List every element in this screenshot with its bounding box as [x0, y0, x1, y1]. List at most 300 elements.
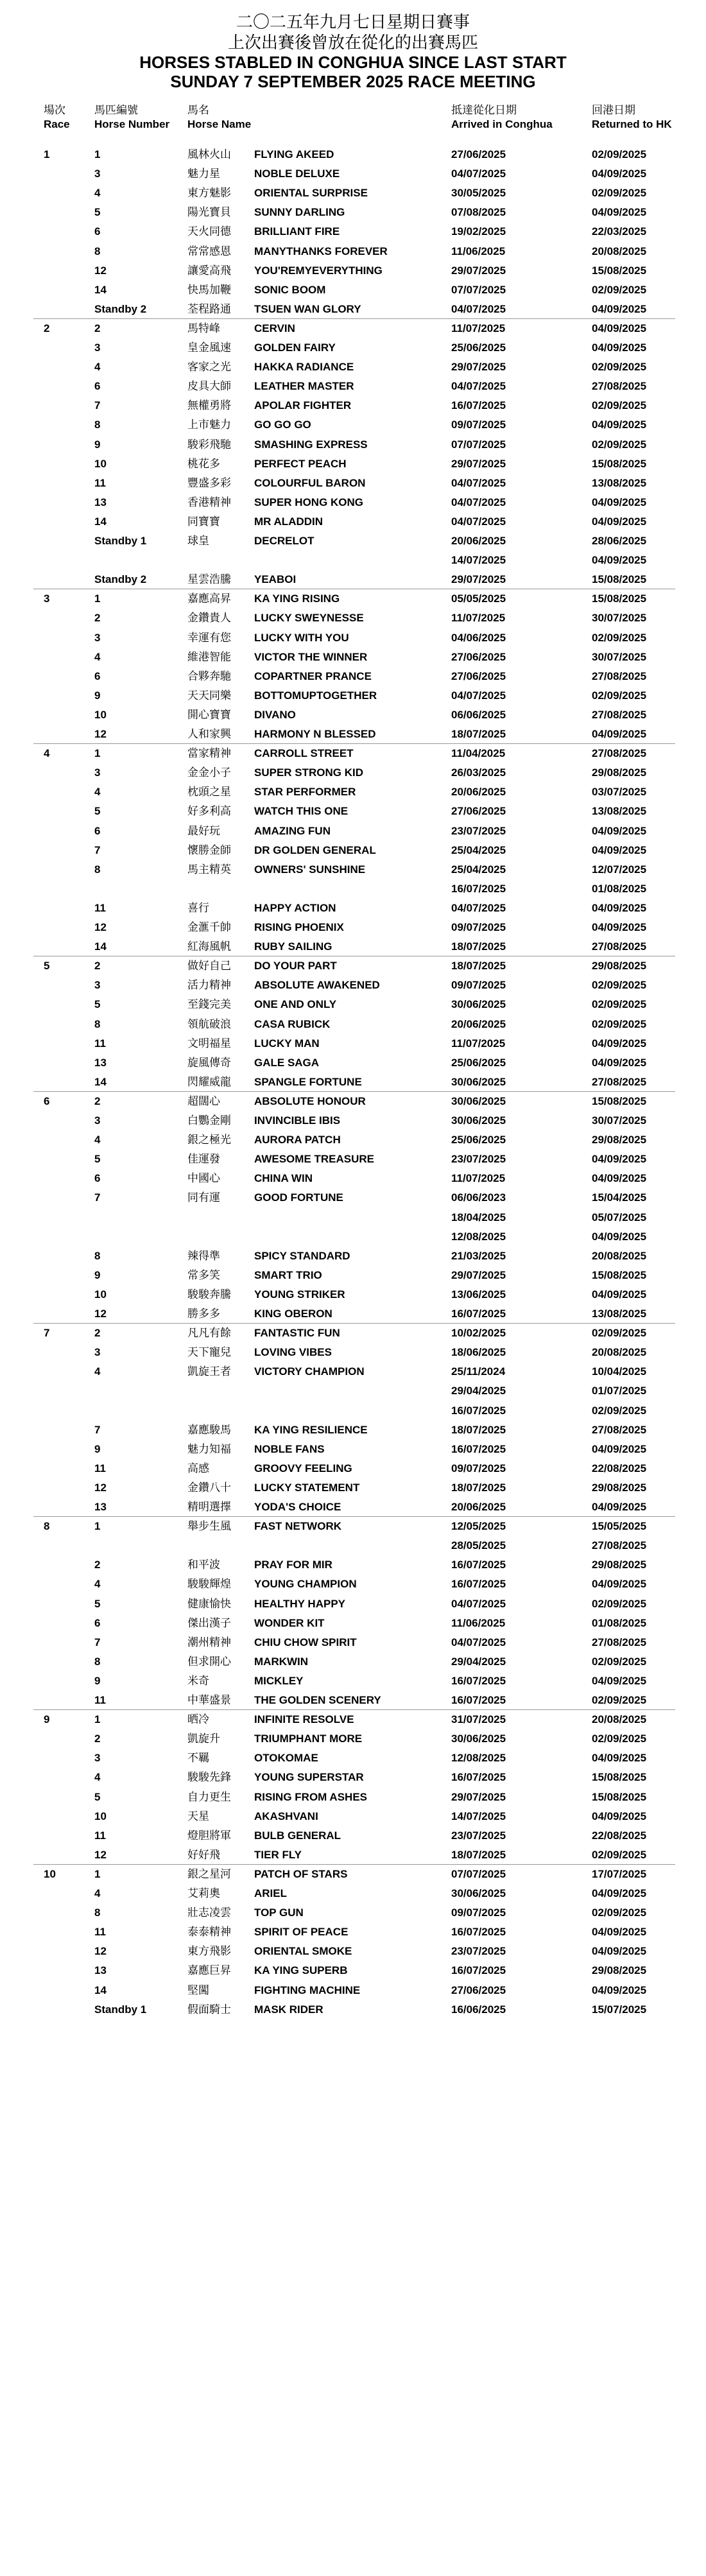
horse-name-zh-cell: 超闊心	[187, 1094, 220, 1108]
race-cell: 10	[44, 1867, 56, 1880]
arrived-date-cell: 04/06/2025	[451, 631, 506, 644]
horse-name-zh-cell: 馬特峰	[187, 322, 220, 335]
returned-date-cell: 28/06/2025	[592, 535, 647, 547]
returned-date-cell: 04/09/2025	[592, 554, 647, 567]
horse-name-zh-cell: 米奇	[187, 1674, 209, 1688]
arrived-date-cell: 30/06/2025	[451, 998, 506, 1011]
horse-name-en-cell: MARKWIN	[254, 1655, 309, 1668]
horse-number-cell: 1	[94, 1520, 101, 1533]
horse-name-en-cell: TSUEN WAN GLORY	[254, 302, 361, 315]
horse-number-cell: 11	[94, 901, 106, 914]
horse-name-en-cell: INVINCIBLE IBIS	[254, 1114, 341, 1127]
table-row	[0, 1536, 706, 1555]
arrived-date-cell: 09/07/2025	[451, 1906, 506, 1919]
returned-date-cell: 02/09/2025	[592, 399, 647, 412]
returned-date-cell: 04/09/2025	[592, 168, 647, 180]
arrived-date-cell: 07/07/2025	[451, 1867, 506, 1880]
horse-name-zh-cell: 天星	[187, 1810, 209, 1823]
table-row	[0, 1575, 706, 1594]
arrived-date-cell: 04/07/2025	[451, 496, 506, 508]
returned-date-cell: 02/09/2025	[592, 998, 647, 1011]
horse-name-en-cell: CASA RUBICK	[254, 1017, 331, 1030]
horse-name-en-cell: KA YING RESILIENCE	[254, 1423, 368, 1436]
horse-name-en-cell: BOTTOMUPTOGETHER	[254, 689, 377, 702]
returned-date-cell: 04/09/2025	[592, 206, 647, 219]
horse-name-zh-cell: 常常感恩	[187, 245, 231, 258]
horse-name-en-cell: TRIUMPHANT MORE	[254, 1733, 363, 1745]
table-row	[0, 1865, 706, 1884]
horse-name-zh-cell: 做好自己	[187, 960, 231, 973]
horse-name-en-cell: FLYING AKEED	[254, 148, 334, 160]
horse-name-zh-cell: 喜行	[187, 901, 209, 915]
horse-number-cell: 12	[94, 1848, 107, 1861]
returned-date-cell: 10/04/2025	[592, 1365, 647, 1378]
arrived-date-cell: 18/07/2025	[451, 728, 506, 740]
arrived-date-cell: 12/08/2025	[451, 1752, 506, 1765]
horse-name-en-cell: SUNNY DARLING	[254, 206, 345, 219]
returned-date-cell: 15/08/2025	[592, 1268, 647, 1281]
returned-date-cell: 04/09/2025	[592, 1037, 647, 1050]
returned-date-cell: 27/08/2025	[592, 1423, 647, 1436]
horse-number-cell: 4	[94, 187, 101, 200]
arrived-date-cell: 04/07/2025	[451, 168, 506, 180]
horse-name-en-cell: DECRELOT	[254, 535, 314, 547]
horse-number-cell: 10	[94, 708, 107, 721]
horse-number-cell: 5	[94, 1597, 101, 1610]
horse-name-zh-cell: 凱旋王者	[187, 1365, 231, 1379]
horse-name-en-cell: ABSOLUTE HONOUR	[254, 1094, 366, 1107]
arrived-date-cell: 16/07/2025	[451, 1308, 506, 1320]
table-row	[0, 1130, 706, 1150]
horse-name-en-cell: OWNERS' SUNSHINE	[254, 863, 366, 876]
arrived-date-cell: 14/07/2025	[451, 1810, 506, 1822]
arrived-date-cell: 29/07/2025	[451, 361, 506, 374]
horse-name-en-cell: AURORA PATCH	[254, 1134, 341, 1146]
returned-date-cell: 02/09/2025	[592, 283, 647, 296]
table-row	[0, 1614, 706, 1633]
table-row	[0, 1749, 706, 1768]
horse-name-en-cell: SMASHING EXPRESS	[254, 438, 368, 451]
arrived-date-cell: 29/07/2025	[451, 1268, 506, 1281]
table-row	[0, 1903, 706, 1923]
horse-name-en-cell: KING OBERON	[254, 1308, 332, 1320]
horse-name-en-cell: MICKLEY	[254, 1674, 304, 1687]
returned-date-cell: 13/08/2025	[592, 1308, 647, 1320]
table-row	[0, 396, 706, 415]
returned-date-cell: 04/09/2025	[592, 419, 647, 431]
table-row	[0, 1517, 706, 1536]
table-row	[0, 1807, 706, 1826]
horse-name-zh-cell: 艾莉奧	[187, 1887, 220, 1900]
horse-name-en-cell: FANTASTIC FUN	[254, 1327, 340, 1340]
horse-name-en-cell: CHINA WIN	[254, 1172, 313, 1185]
horse-name-en-cell: LUCKY STATEMENT	[254, 1481, 360, 1494]
horse-name-en-cell: KA YING RISING	[254, 592, 340, 605]
table-row	[0, 1498, 706, 1517]
horse-name-zh-cell: 懷勝金師	[187, 843, 231, 857]
arrived-date-cell: 29/04/2025	[451, 1655, 506, 1668]
horse-name-zh-cell: 燈胆將軍	[187, 1829, 231, 1842]
returned-date-cell: 15/05/2025	[592, 1520, 647, 1533]
arrived-date-cell: 16/07/2025	[451, 1404, 506, 1417]
horse-name-en-cell: GALE SAGA	[254, 1056, 320, 1069]
horse-name-zh-cell: 同寶寶	[187, 515, 220, 528]
returned-date-cell: 04/09/2025	[592, 843, 647, 856]
horse-number-cell: 12	[94, 264, 107, 277]
horse-name-zh-cell: 嘉應高昇	[187, 592, 231, 606]
returned-date-cell: 04/09/2025	[592, 1288, 647, 1301]
arrived-date-cell: 18/04/2025	[451, 1211, 506, 1223]
horse-name-zh-cell: 領航破浪	[187, 1017, 231, 1031]
table-row	[0, 1247, 706, 1266]
horse-name-zh-cell: 堅闖	[187, 1984, 209, 1997]
table-row	[0, 628, 706, 648]
arrived-date-cell: 07/08/2025	[451, 206, 506, 219]
returned-date-cell: 02/09/2025	[592, 1597, 647, 1610]
returned-date-cell: 02/09/2025	[592, 979, 647, 992]
horse-name-zh-cell: 好多利高	[187, 805, 231, 818]
horse-name-en-cell: HARMONY N BLESSED	[254, 728, 376, 740]
table-row	[0, 570, 706, 589]
column-header-returned-en: Returned to HK	[592, 118, 672, 130]
table-row	[0, 242, 706, 261]
horse-number-cell: 3	[94, 1114, 101, 1127]
arrived-date-cell: 11/07/2025	[451, 612, 506, 625]
arrived-date-cell: 16/07/2025	[451, 1442, 506, 1455]
horse-name-en-cell: LUCKY WITH YOU	[254, 631, 349, 644]
table-row	[0, 1440, 706, 1459]
horse-name-en-cell: PERFECT PEACH	[254, 457, 347, 470]
arrived-date-cell: 20/06/2025	[451, 786, 506, 799]
arrived-date-cell: 23/07/2025	[451, 824, 506, 837]
returned-date-cell: 13/08/2025	[592, 805, 647, 818]
horse-name-en-cell: SPIRIT OF PEACE	[254, 1926, 349, 1939]
table-row	[0, 454, 706, 474]
returned-date-cell: 02/09/2025	[592, 1906, 647, 1919]
horse-name-en-cell: COPARTNER PRANCE	[254, 670, 372, 682]
table-row	[0, 1672, 706, 1691]
returned-date-cell: 29/08/2025	[592, 1134, 647, 1146]
returned-date-cell: 02/09/2025	[592, 1655, 647, 1668]
horse-name-en-cell: OTOKOMAE	[254, 1752, 318, 1765]
horse-number-cell: 10	[94, 1810, 107, 1822]
returned-date-cell: 04/09/2025	[592, 496, 647, 508]
horse-name-zh-cell: 常多笑	[187, 1268, 220, 1282]
horse-name-zh-cell: 勝多多	[187, 1308, 220, 1320]
table-row	[0, 1111, 706, 1130]
horse-number-cell: 2	[94, 1559, 101, 1571]
horse-name-en-cell: BULB GENERAL	[254, 1829, 341, 1842]
horse-number-cell: 12	[94, 1945, 107, 1958]
horse-name-en-cell: AKASHVANI	[254, 1810, 318, 1822]
returned-date-cell: 04/09/2025	[592, 302, 647, 315]
horse-name-en-cell: CHIU CHOW SPIRIT	[254, 1636, 357, 1648]
arrived-date-cell: 23/07/2025	[451, 1153, 506, 1166]
horse-number-cell: 5	[94, 1790, 101, 1803]
horse-name-en-cell: LOVING VIBES	[254, 1346, 332, 1359]
horse-name-en-cell: KA YING SUPERB	[254, 1964, 348, 1977]
returned-date-cell: 02/09/2025	[592, 1404, 647, 1417]
race-cell: 1	[44, 148, 50, 160]
horse-name-en-cell: DIVANO	[254, 708, 296, 721]
table-row	[0, 1710, 706, 1729]
arrived-date-cell: 10/02/2025	[451, 1327, 506, 1340]
returned-date-cell: 04/09/2025	[592, 1578, 647, 1591]
horse-name-en-cell: RUBY SAILING	[254, 940, 332, 953]
horse-number-cell: 5	[94, 805, 101, 818]
table-row	[0, 358, 706, 377]
table-row	[0, 648, 706, 667]
horse-name-en-cell: THE GOLDEN SCENERY	[254, 1694, 381, 1706]
horse-number-cell: 8	[94, 1906, 101, 1919]
returned-date-cell: 15/08/2025	[592, 592, 647, 605]
horse-name-zh-cell: 合夥奔馳	[187, 670, 231, 683]
returned-date-cell: 04/09/2025	[592, 1984, 647, 1996]
horse-name-en-cell: YODA'S CHOICE	[254, 1501, 341, 1513]
arrived-date-cell: 16/07/2025	[451, 1926, 506, 1939]
horse-name-zh-cell: 好好飛	[187, 1848, 220, 1862]
table-row	[0, 1401, 706, 1421]
returned-date-cell: 29/08/2025	[592, 1481, 647, 1494]
horse-name-zh-cell: 舉步生風	[187, 1520, 231, 1534]
horse-name-en-cell: RISING FROM ASHES	[254, 1790, 367, 1803]
horse-name-zh-cell: 自力更生	[187, 1790, 231, 1804]
table-row	[0, 782, 706, 802]
horse-name-zh-cell: 金鑽貴人	[187, 612, 231, 625]
horse-name-zh-cell: 馬主精英	[187, 863, 231, 876]
arrived-date-cell: 04/07/2025	[451, 901, 506, 914]
horse-name-zh-cell: 客家之光	[187, 361, 231, 374]
horse-name-zh-cell: 魅力知福	[187, 1442, 231, 1456]
horse-name-zh-cell: 銀之極光	[187, 1134, 231, 1147]
returned-date-cell: 04/09/2025	[592, 1887, 647, 1899]
arrived-date-cell: 27/06/2025	[451, 148, 506, 160]
arrived-date-cell: 06/06/2025	[451, 708, 506, 721]
table-row	[0, 763, 706, 782]
table-row	[0, 1381, 706, 1401]
horse-name-en-cell: ORIENTAL SMOKE	[254, 1945, 352, 1958]
returned-date-cell: 04/09/2025	[592, 1056, 647, 1069]
returned-date-cell: 02/09/2025	[592, 1848, 647, 1861]
horse-number-cell: 11	[94, 1694, 106, 1706]
horse-name-zh-cell: 白鸚金剛	[187, 1114, 231, 1127]
horse-name-en-cell: ORIENTAL SURPRISE	[254, 187, 368, 200]
horse-number-cell: 2	[94, 322, 101, 334]
table-row	[0, 937, 706, 956]
horse-name-zh-cell: 駿駿輝煌	[187, 1578, 231, 1591]
table-row	[0, 435, 706, 454]
table-row	[0, 203, 706, 222]
horse-number-cell: 14	[94, 1984, 107, 1996]
returned-date-cell: 04/09/2025	[592, 1752, 647, 1765]
table-row	[0, 918, 706, 937]
horse-number-cell: 11	[94, 1462, 106, 1474]
subtitle-zh: 上次出賽後曾放在從化的出賽馬匹	[227, 33, 478, 53]
horse-name-zh-cell: 金金小子	[187, 766, 231, 780]
arrived-date-cell: 16/07/2025	[451, 399, 506, 412]
horse-name-zh-cell: 泰泰精神	[187, 1926, 231, 1939]
returned-date-cell: 01/07/2025	[592, 1385, 647, 1397]
arrived-date-cell: 23/07/2025	[451, 1945, 506, 1958]
returned-date-cell: 27/08/2025	[592, 747, 647, 760]
returned-date-cell: 29/08/2025	[592, 960, 647, 972]
horse-name-en-cell: HAPPY ACTION	[254, 901, 336, 914]
returned-date-cell: 15/08/2025	[592, 573, 647, 586]
horse-number-cell: 8	[94, 1655, 101, 1668]
returned-date-cell: 05/07/2025	[592, 1211, 647, 1223]
returned-date-cell: 27/08/2025	[592, 708, 647, 721]
horse-number-cell: Standby 1	[94, 535, 147, 547]
arrived-date-cell: 30/05/2025	[451, 187, 506, 200]
arrived-date-cell: 16/07/2025	[451, 1559, 506, 1571]
horse-name-en-cell: AWESOME TREASURE	[254, 1153, 375, 1166]
horse-number-cell: 11	[94, 476, 106, 489]
column-header-race-en: Race	[44, 118, 70, 130]
horse-number-cell: Standby 1	[94, 2003, 147, 2016]
horse-number-cell: 8	[94, 1249, 101, 1262]
table-row	[0, 1034, 706, 1053]
horse-name-zh-cell: 魅力星	[187, 168, 220, 181]
returned-date-cell: 29/08/2025	[592, 766, 647, 779]
horse-name-en-cell: COLOURFUL BARON	[254, 476, 366, 489]
returned-date-cell: 02/09/2025	[592, 1327, 647, 1340]
horse-name-en-cell: SUPER STRONG KID	[254, 766, 364, 779]
returned-date-cell: 04/09/2025	[592, 1442, 647, 1455]
horse-name-en-cell: GOLDEN FAIRY	[254, 341, 336, 354]
table-row	[0, 300, 706, 319]
horse-name-zh-cell: 香港精神	[187, 496, 231, 509]
horse-name-en-cell: YOUNG STRIKER	[254, 1288, 345, 1301]
horse-number-cell: 12	[94, 1481, 107, 1494]
arrived-date-cell: 04/07/2025	[451, 476, 506, 489]
horse-name-zh-cell: 星雲浩騰	[187, 573, 231, 587]
horse-name-zh-cell: 天天同樂	[187, 689, 231, 702]
horse-number-cell: 4	[94, 786, 101, 799]
horse-name-zh-cell: 精明選擇	[187, 1501, 231, 1514]
table-row	[0, 184, 706, 203]
table-row	[0, 1884, 706, 1903]
race-cell: 8	[44, 1520, 50, 1533]
returned-date-cell: 04/09/2025	[592, 1230, 647, 1243]
horse-number-cell: 2	[94, 1327, 101, 1340]
arrived-date-cell: 30/06/2025	[451, 1887, 506, 1899]
returned-date-cell: 04/09/2025	[592, 322, 647, 334]
returned-date-cell: 22/03/2025	[592, 225, 647, 238]
arrived-date-cell: 31/07/2025	[451, 1713, 506, 1726]
horse-name-en-cell: GOOD FORTUNE	[254, 1191, 343, 1204]
horse-name-en-cell: YOU'REMYEVERYTHING	[254, 264, 383, 277]
returned-date-cell: 04/09/2025	[592, 901, 647, 914]
horse-name-zh-cell: 假面騎士	[187, 2003, 231, 2016]
horse-name-zh-cell: 荃程路通	[187, 302, 231, 316]
arrived-date-cell: 04/07/2025	[451, 1597, 506, 1610]
horse-number-cell: 9	[94, 438, 101, 451]
horse-name-en-cell: YOUNG CHAMPION	[254, 1578, 357, 1591]
horse-name-en-cell: GROOVY FEELING	[254, 1462, 352, 1474]
horse-name-zh-cell: 天下寵兒	[187, 1346, 231, 1360]
horse-number-cell: 10	[94, 1288, 107, 1301]
horse-name-en-cell: DR GOLDEN GENERAL	[254, 843, 376, 856]
horse-number-cell: 4	[94, 1365, 101, 1378]
horse-name-zh-cell: 幸運有您	[187, 631, 231, 644]
horse-name-zh-cell: 和平波	[187, 1559, 220, 1572]
horse-name-en-cell: NOBLE FANS	[254, 1442, 325, 1455]
horse-name-zh-cell: 但求開心	[187, 1655, 231, 1668]
returned-date-cell: 04/09/2025	[592, 515, 647, 528]
horse-number-cell: 8	[94, 245, 101, 257]
horse-name-zh-cell: 潮州精神	[187, 1636, 231, 1649]
horse-number-cell: 14	[94, 515, 107, 528]
horse-name-zh-cell: 不羈	[187, 1752, 209, 1765]
table-row	[0, 879, 706, 899]
horse-number-cell: 12	[94, 728, 107, 740]
table-row	[0, 338, 706, 358]
returned-date-cell: 04/09/2025	[592, 921, 647, 933]
horse-name-en-cell: ONE AND ONLY	[254, 998, 337, 1011]
horse-name-zh-cell: 高感	[187, 1462, 209, 1475]
table-row	[0, 1459, 706, 1478]
horse-number-cell: 6	[94, 1616, 101, 1629]
horse-number-cell: 1	[94, 1713, 101, 1726]
table-row	[0, 1227, 706, 1247]
table-row	[0, 667, 706, 686]
table-row	[0, 319, 706, 338]
race-cell: 4	[44, 747, 50, 760]
table-row	[0, 551, 706, 570]
arrived-date-cell: 11/07/2025	[451, 1037, 506, 1050]
arrived-date-cell: 28/05/2025	[451, 1539, 506, 1552]
horse-name-zh-cell: 維港智能	[187, 650, 231, 664]
returned-date-cell: 04/09/2025	[592, 728, 647, 740]
horse-number-cell: 2	[94, 1094, 101, 1107]
horse-number-cell: 14	[94, 283, 107, 296]
returned-date-cell: 02/09/2025	[592, 1017, 647, 1030]
column-header-number-zh: 馬匹編號	[94, 104, 138, 117]
table-row	[0, 1633, 706, 1652]
returned-date-cell: 29/08/2025	[592, 1559, 647, 1571]
horse-name-zh-cell: 陽光寶貝	[187, 206, 231, 220]
horse-name-zh-cell: 風林火山	[187, 148, 231, 161]
horse-name-en-cell: MASK RIDER	[254, 2003, 323, 2016]
horse-name-en-cell: FIGHTING MACHINE	[254, 1984, 361, 1996]
arrived-date-cell: 16/07/2025	[451, 1771, 506, 1784]
column-header-race-zh: 場次	[44, 104, 65, 117]
arrived-date-cell: 18/06/2025	[451, 1346, 506, 1359]
arrived-date-cell: 18/07/2025	[451, 1423, 506, 1436]
arrived-date-cell: 26/03/2025	[451, 766, 506, 779]
horse-name-zh-cell: 活力精神	[187, 979, 231, 992]
arrived-date-cell: 09/07/2025	[451, 979, 506, 992]
horse-name-en-cell: YOUNG SUPERSTAR	[254, 1771, 364, 1784]
returned-date-cell: 17/07/2025	[592, 1867, 647, 1880]
table-row	[0, 589, 706, 609]
horse-name-zh-cell: 讓愛高飛	[187, 264, 231, 277]
horse-name-zh-cell: 當家精神	[187, 747, 231, 761]
horse-number-cell: 1	[94, 592, 101, 605]
horse-number-cell: 5	[94, 1153, 101, 1166]
returned-date-cell: 29/08/2025	[592, 1964, 647, 1977]
arrived-date-cell: 06/06/2023	[451, 1191, 506, 1204]
horse-name-zh-cell: 無權勇將	[187, 399, 231, 413]
returned-date-cell: 30/07/2025	[592, 612, 647, 625]
horse-number-cell: 11	[94, 1926, 106, 1939]
returned-date-cell: 04/09/2025	[592, 824, 647, 837]
horse-name-zh-cell: 健康愉快	[187, 1597, 231, 1611]
horse-name-en-cell: YEABOI	[254, 573, 297, 586]
table-row	[0, 1324, 706, 1343]
returned-date-cell: 03/07/2025	[592, 786, 647, 799]
table-row	[0, 145, 706, 164]
